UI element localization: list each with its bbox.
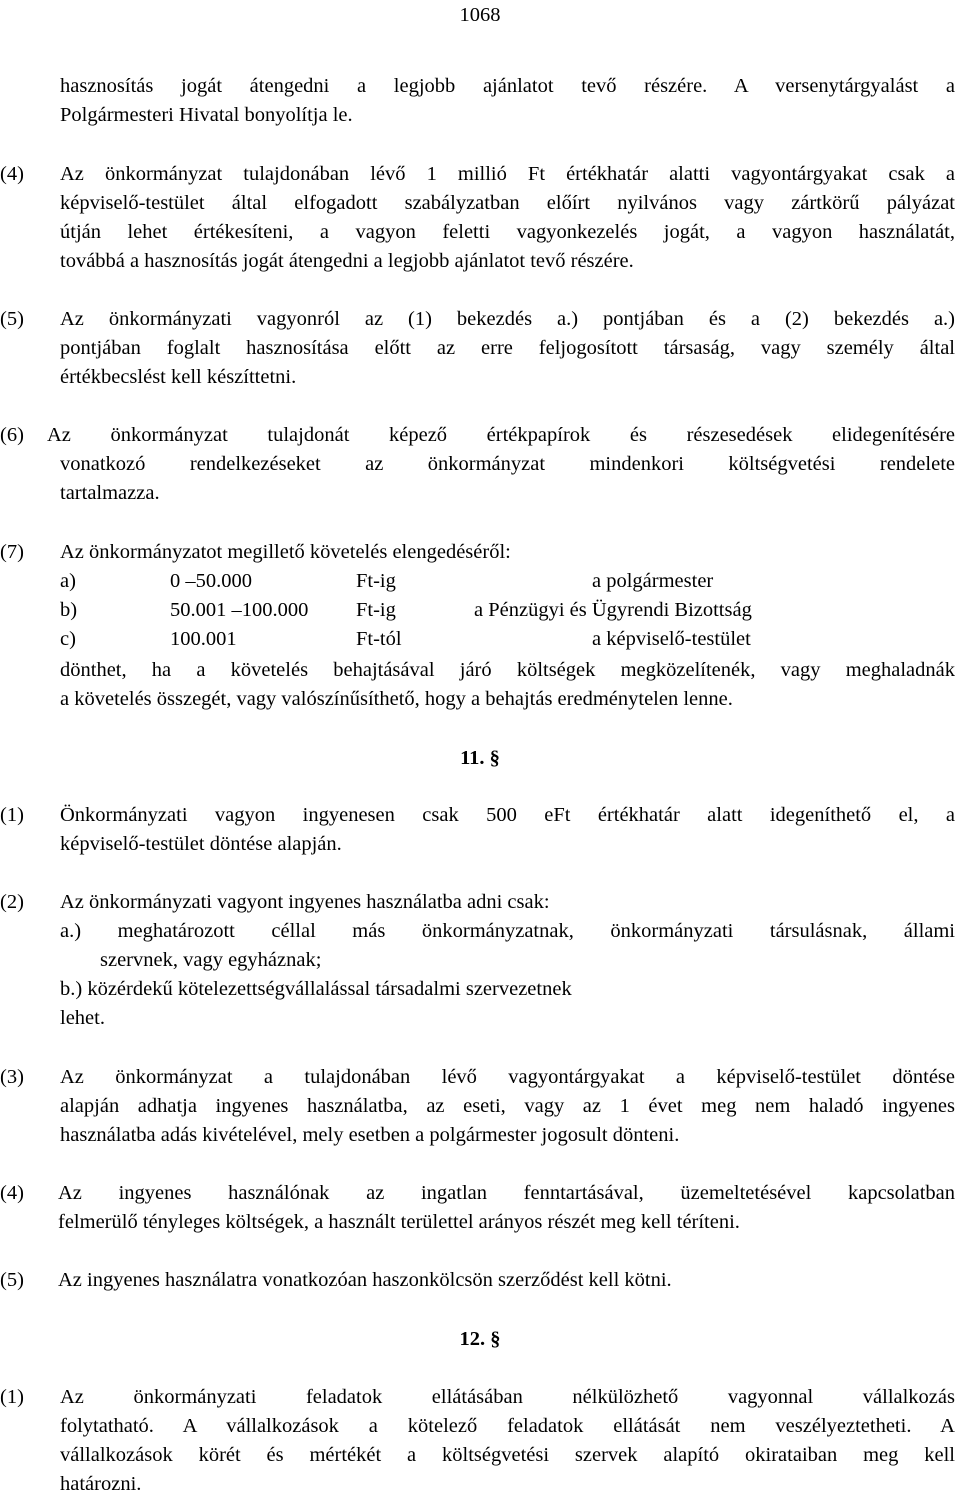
text-line: folytatható. A vállalkozások a kötelező feladatok ellátását nem veszélyeztetheti. A <box>60 1415 955 1437</box>
row-decider: a Pénzügyi és Ügyrendi Bizottság <box>474 599 752 621</box>
paragraph-7-intro <box>60 538 955 567</box>
text-line: felmerülő tényleges költségek, a használt területtel arányos részét meg kell téríteni. <box>58 1211 740 1233</box>
paragraph-4 <box>60 160 955 276</box>
section-heading-12: 12. § <box>459 1328 501 1350</box>
list-item-a: a.) meghatározott céllal más önkormányzatnak, önkormányzati társulásnak, állami <box>60 920 955 942</box>
text-line: továbbá a hasznosítás jogát átengedni a legjobb ajánlatot tevő részére. <box>60 250 634 272</box>
row-decider: a képviselő-testület <box>592 628 751 650</box>
intro-paragraph <box>60 72 955 130</box>
text-line: hasznosítás jogát átengedni a legjobb ajánlatot tevő részére. A versenytárgyalást a <box>60 75 955 97</box>
row-unit: Ft-ig <box>356 570 396 592</box>
text-line: Az önkormányzati vagyonról az (1) bekezdés a.) pontjában és a (2) bekezdés a.) <box>60 308 955 330</box>
paragraph-number: (2) <box>0 891 24 913</box>
paragraph-number: (4) <box>0 163 24 185</box>
text-line: Az önkormányzatot megillető követelés elengedéséről: <box>60 541 511 563</box>
text-line: értékbecslést kell készíttetni. <box>60 366 297 388</box>
text-line: tartalmazza. <box>60 482 160 504</box>
text-line: dönthet, ha a követelés behajtásával járó költségek megközelítenék, vagy meghaladnák <box>60 659 955 681</box>
paragraph-number: (5) <box>0 308 24 330</box>
row-decider: a polgármester <box>592 570 714 592</box>
paragraph-number: (1) <box>0 804 24 826</box>
s11-paragraph-1 <box>60 801 955 859</box>
text-line: lehet. <box>60 1007 105 1029</box>
paragraph-number: (3) <box>0 1066 24 1088</box>
paragraph-6 <box>47 421 955 450</box>
text-line: Az önkormányzati feladatok ellátásában nélkülözhető vagyonnal vállalkozás <box>60 1386 955 1408</box>
text-line: használatba adás kivételével, mely esetben a polgármester jogosult dönteni. <box>60 1124 680 1146</box>
s11-paragraph-3 <box>60 1063 955 1150</box>
row-unit: Ft-tól <box>356 628 402 650</box>
text-line: Az önkormányzati vagyont ingyenes használatba adni csak: <box>60 891 550 913</box>
text-line: Az önkormányzat tulajdonát képező értékpapírok és részesedések elidegenítésére <box>47 424 955 446</box>
paragraph-7-tail <box>60 656 955 714</box>
list-item-b: b.) közérdekű kötelezettségvállalással társadalmi szervezetnek <box>60 978 572 1000</box>
paragraph-5 <box>60 305 955 392</box>
page-number: 1068 <box>459 4 501 26</box>
text-line: alapján adhatja ingyenes használatba, az eseti, vagy az 1 évet meg nem haladó ingyenes <box>60 1095 955 1117</box>
section-heading-11: 11. § <box>460 747 500 769</box>
text-line: Az ingyenes használónak az ingatlan fenntartásával, üzemeltetésével kapcsolatban <box>58 1182 955 1204</box>
text-line: képviselő-testület által elfogadott szabályzatban előírt nyilvános vagy zártkörű pályázat <box>60 192 955 214</box>
text-line: a követelés összegét, vagy valószínűsíthető, hogy a behajtás eredménytelen lenne. <box>60 688 733 710</box>
text-line: Polgármesteri Hivatal bonyolítja le. <box>60 104 353 126</box>
s11-paragraph-4 <box>58 1179 955 1237</box>
row-letter: b) <box>60 599 78 621</box>
text-line: vonatkozó rendelkezéseket az önkormányzat mindenkori költségvetési rendelete <box>60 453 955 475</box>
text-line: vállalkozások körét és mértékét a költségvetési szervek alapító okirataiban meg kell <box>60 1444 955 1466</box>
paragraph-number: (6) <box>0 424 24 446</box>
text-line: Önkormányzati vagyon ingyenesen csak 500 eFt értékhatár alatt idegeníthető el, a <box>60 804 955 826</box>
text-line: útján lehet értékesíteni, a vagyon feletti vagyonkezelés jogát, a vagyon használatát, <box>60 221 955 243</box>
s11-paragraph-5 <box>58 1266 955 1295</box>
paragraph-number: (7) <box>0 541 24 563</box>
paragraph-6-cont <box>60 450 955 508</box>
row-letter: a) <box>60 570 76 592</box>
text-line: határozni. <box>60 1473 142 1495</box>
paragraph-number: (4) <box>0 1182 24 1204</box>
row-amount: 50.001 –100.000 <box>170 599 309 621</box>
text-line: szervnek, vagy egyháznak; <box>100 949 322 971</box>
row-letter: c) <box>60 628 76 650</box>
s11-paragraph-2 <box>60 888 955 1033</box>
text-line: pontjában foglalt hasznosítása előtt az erre feljogosított társaság, vagy személy által <box>60 337 955 359</box>
text-line: képviselő-testület döntése alapján. <box>60 833 342 855</box>
row-amount: 100.001 <box>170 628 237 650</box>
s12-paragraph-1 <box>60 1383 955 1499</box>
text-line: Az ingyenes használatra vonatkozóan haszonkölcsön szerződést kell kötni. <box>58 1269 672 1291</box>
text-line: Az önkormányzat tulajdonában lévő 1 millió Ft értékhatár alatti vagyontárgyakat csak a <box>60 163 955 185</box>
row-amount: 0 –50.000 <box>170 570 252 592</box>
row-unit: Ft-ig <box>356 599 396 621</box>
paragraph-number: (1) <box>0 1386 24 1408</box>
text-line: Az önkormányzat a tulajdonában lévő vagyontárgyakat a képviselő-testület döntése <box>60 1066 955 1088</box>
paragraph-number: (5) <box>0 1269 24 1291</box>
